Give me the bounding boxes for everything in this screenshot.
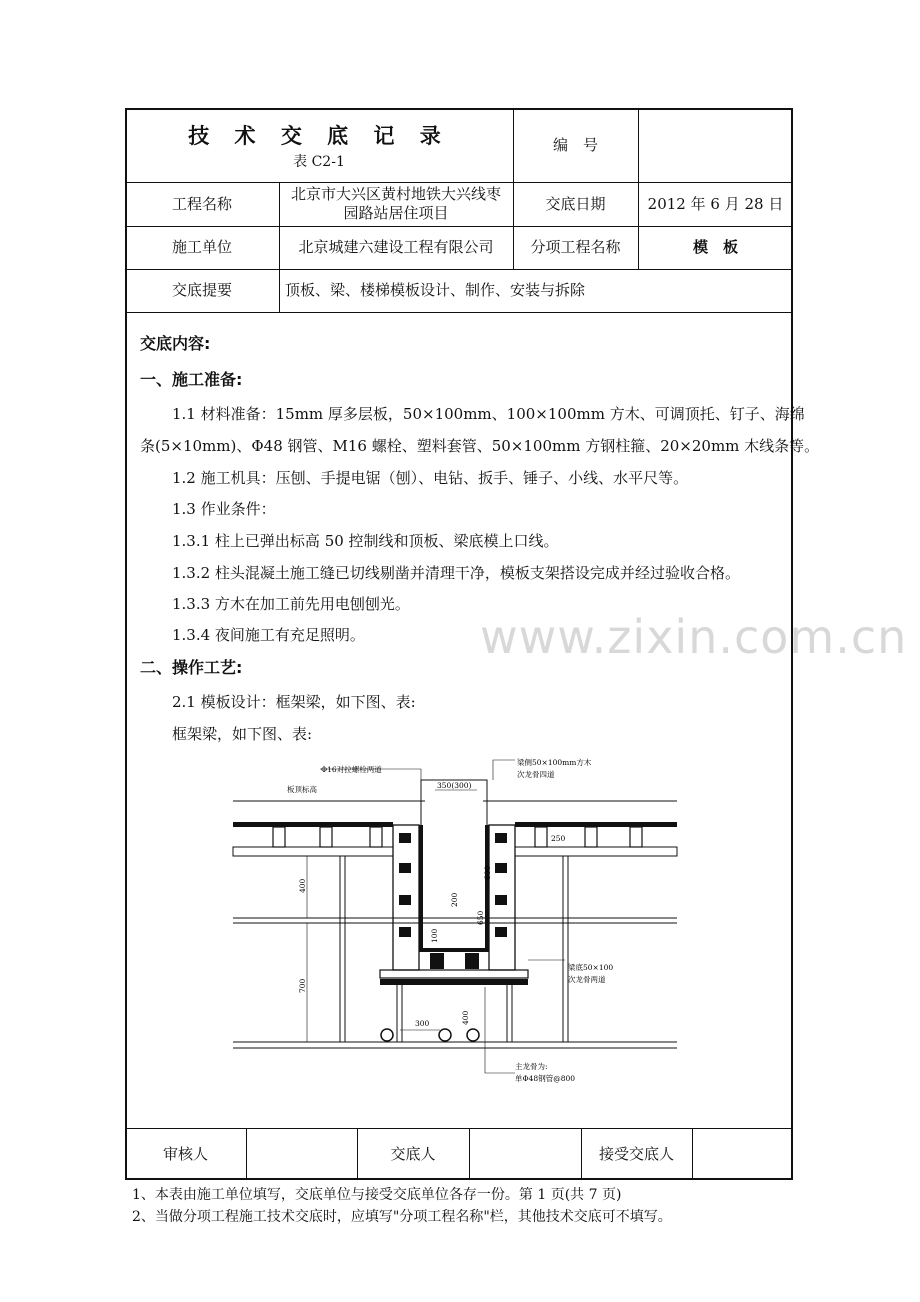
- leader: [485, 987, 515, 1073]
- form-number: 表 C2-1: [293, 153, 345, 170]
- footnote: 2、当做分项工程施工技术交底时，应填写"分项工程名称"栏，其他技术交底可不填写。: [132, 1209, 672, 1225]
- paragraph: 1.3.2 柱头混凝土施工缝已切线剔凿并清理干净，模板支架搭设完成并经过验收合格。: [172, 564, 740, 582]
- formwork-drawing: [225, 755, 685, 1085]
- summary-value[interactable]: 顶板、梁、楼梯模板设计、制作、安装与拆除: [285, 281, 586, 299]
- paragraph: 1.3.3 方木在加工前先用电刨刨光。: [172, 595, 410, 613]
- summary-label: 交底提要: [171, 281, 232, 299]
- label-400a: 400: [298, 878, 307, 893]
- number-value[interactable]: [638, 108, 793, 182]
- fittings: [381, 1029, 479, 1041]
- paragraph: 1.3.1 柱上已弹出标高 50 控制线和顶板、梁底模上口线。: [172, 532, 559, 550]
- label-slab: 板顶标高: [287, 785, 317, 794]
- project-label: 工程名称: [171, 194, 232, 213]
- main-bearer: [233, 847, 393, 856]
- rule: [125, 312, 793, 313]
- paragraph: 1.3 作业条件：: [172, 500, 276, 518]
- date-value[interactable]: 2012 年 6 月 28 日: [647, 194, 784, 213]
- paragraph: 1.3.4 夜间施工有充足照明。: [172, 626, 365, 644]
- side-studs: [399, 833, 507, 937]
- paragraph: 1.1 材料准备：15mm 厚多层板，50×100mm、100×100mm 方木、可调顶托、钉子、海绵: [172, 405, 805, 423]
- form-title: 技 术 交 底 记 录: [188, 122, 450, 148]
- subproject-value[interactable]: 模 板: [692, 238, 738, 256]
- reviewer-label: 审核人: [162, 1144, 208, 1163]
- receiver-label: 接受交底人: [598, 1144, 674, 1163]
- section-heading: 二、操作工艺:: [140, 658, 243, 677]
- slab-board: [515, 822, 677, 827]
- label-bolt: Φ16对拉螺栓两道: [321, 765, 382, 774]
- label-650: 650: [476, 910, 485, 925]
- label-200: 200: [450, 892, 459, 907]
- label-main: 主龙骨为:: [515, 1062, 548, 1071]
- subproject-label: 分项工程名称: [530, 238, 621, 256]
- label-bottom: 梁底50×100: [568, 963, 614, 972]
- label-side: 梁侧50×100mm方木: [517, 758, 592, 767]
- paragraph: 1.2 施工机具：压刨、手提电锯（刨）、电钻、扳手、锤子、小线、水平尺等。: [172, 469, 689, 487]
- unit-label: 施工单位: [171, 238, 232, 256]
- receiver-value[interactable]: [692, 1128, 793, 1180]
- section-heading: 一、施工准备:: [140, 370, 243, 389]
- label-250: 250: [551, 834, 566, 843]
- label-600: 600: [483, 865, 492, 880]
- watermark: www.zixin.com.cn: [480, 610, 908, 664]
- project-value-line2: 园路站居住项目: [343, 204, 449, 222]
- label-300: 300: [415, 1019, 430, 1028]
- label-700: 700: [298, 978, 307, 993]
- slab-board: [233, 822, 393, 827]
- paragraph: 条(5×10mm)、Φ48 钢管、M16 螺栓、塑料套管、50×100mm 方钢柱箍、20×20mm 木线条等。: [140, 437, 820, 455]
- main-bearer: [515, 847, 677, 856]
- content-heading: 交底内容:: [140, 334, 211, 353]
- project-value-line1: 北京市大兴区黄村地铁大兴线枣: [290, 185, 501, 203]
- beam-bottom-bearer: [380, 970, 528, 978]
- leader: [493, 760, 515, 780]
- beam-bottom-bar: [380, 979, 528, 985]
- paragraph: 2.1 模板设计：框架梁，如下图、表:: [172, 693, 416, 711]
- footnote: 1、本表由施工单位填写，交底单位与接受交底单位各存一份。第 1 页(共 7 页): [132, 1187, 622, 1203]
- reviewer-value[interactable]: [246, 1128, 357, 1180]
- label-400b: 400: [461, 1010, 470, 1025]
- discloser-value[interactable]: [469, 1128, 581, 1180]
- paragraph: 框架梁，如下图、表:: [172, 725, 313, 743]
- discloser-label: 交底人: [390, 1144, 436, 1163]
- date-label: 交底日期: [545, 194, 606, 213]
- project-value[interactable]: [279, 182, 513, 226]
- unit-value[interactable]: 北京城建六建设工程有限公司: [298, 238, 494, 256]
- label-bottom2: 次龙骨两道: [568, 975, 606, 984]
- number-label: 编 号: [552, 135, 598, 154]
- label-350: 350(300): [437, 781, 472, 790]
- joists: [273, 827, 642, 847]
- label-side2: 次龙骨四道: [517, 770, 555, 779]
- bottom-joist: [430, 953, 444, 969]
- label-main2: 单Φ48钢管@800: [515, 1074, 576, 1083]
- bottom-joist: [465, 953, 479, 969]
- label-100: 100: [430, 928, 439, 943]
